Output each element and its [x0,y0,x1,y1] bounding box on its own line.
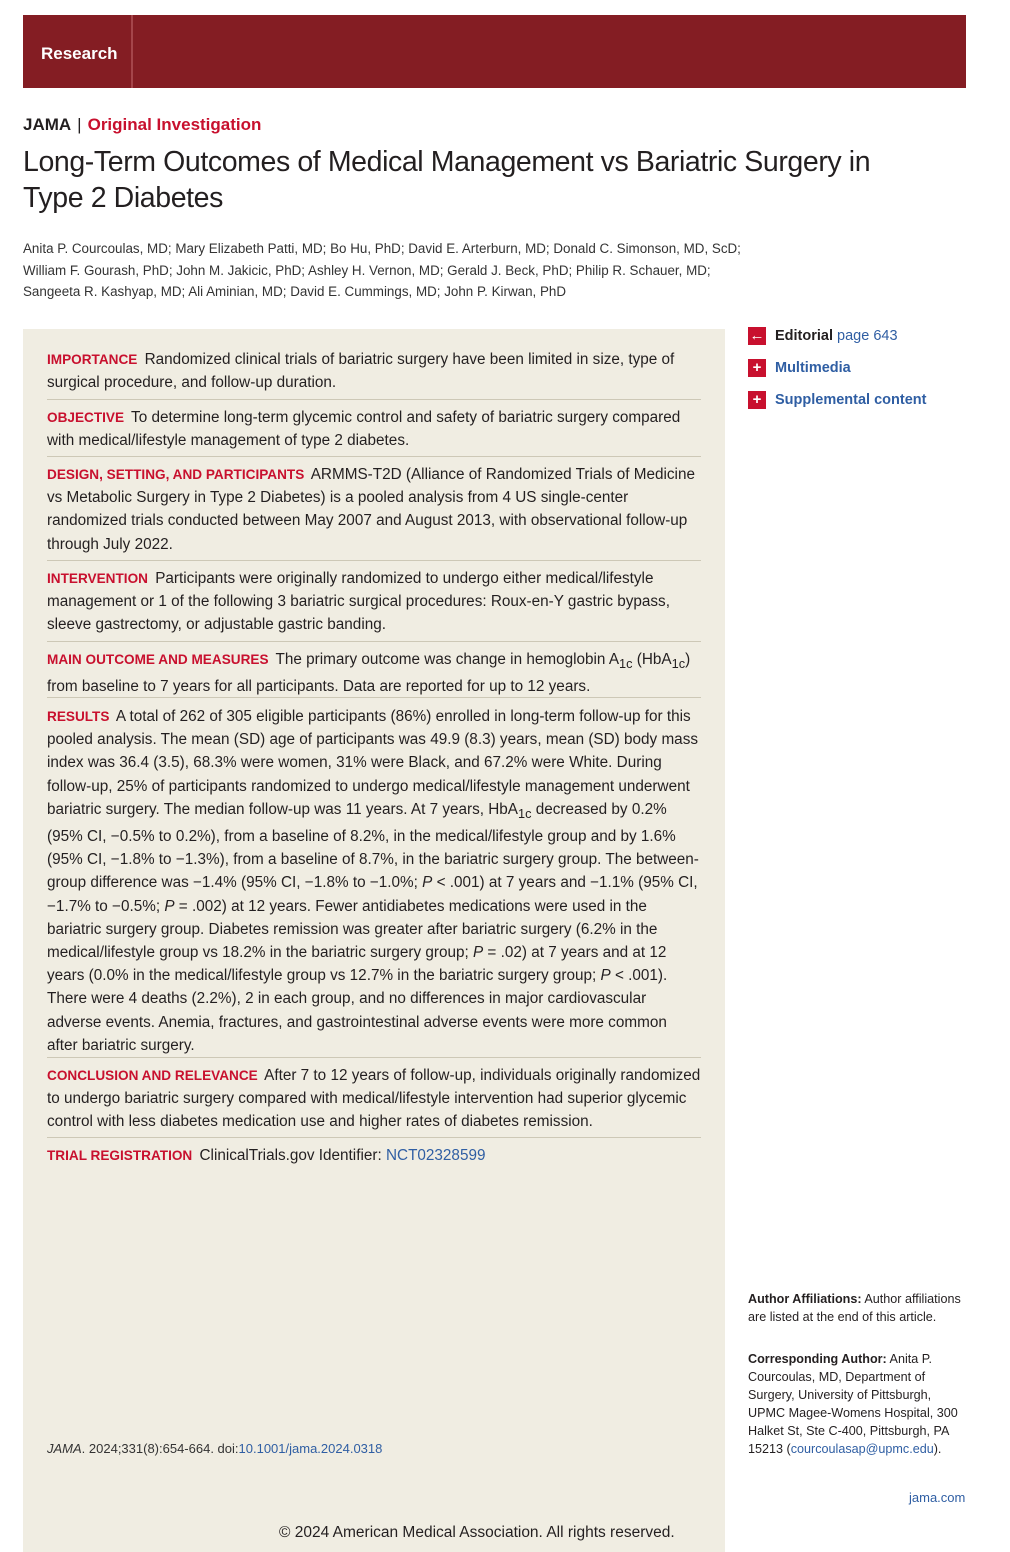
subscript: 1c [671,656,686,672]
abstract-heading: OBJECTIVE [47,410,125,425]
abstract-text: To determine long-term glycemic control and safety of bariatric surgery compared with medical/lifestyle management of type 2 diabetes. [47,409,681,450]
abstract-text: = .002) at 12 years. Fewer antidiabetes medications were used in the bariatric surgery group. Diabetes remission was greater after bariatric surgery (6.2% in the medical/lifestyle group vs 18.2% in the bariatric surgery group; [47,897,658,962]
editorial-link[interactable] [748,326,898,346]
plus-icon: + [748,391,766,409]
abstract-heading: TRIAL REGISTRATION [47,1148,193,1163]
abstract-text: = .02) at 7 years and at 12 years (0.0% in the medical/lifestyle group vs 12.7% in the bariatric surgery group; [47,944,667,985]
corresponding-text: Anita P. Courcoulas, MD, Department of Surgery, University of Pittsburgh, UPMC Magee-Womens Hospital, 300 Halket St, Ste C-400, Pittsburgh, PA 15213 ( [748,1352,958,1456]
section-divider [47,641,701,642]
abstract-objective [47,406,701,452]
author-line: William F. Gourash, PhD; John M. Jakicic, PhD; Ashley H. Vernon, MD; Gerald J. Beck, PhD; Philip R. Schauer, MD; [23,262,711,278]
trial-id-link[interactable]: NCT02328599 [385,1147,486,1164]
abstract-text: ) from baseline to 7 years for all participants. Data are reported for up to 12 years. [47,651,691,696]
abstract-text: Participants were originally randomized to undergo either medical/lifestyle management or 1 of the following 3 bariatric surgical procedures: Roux-en-Y gastric bypass, sleeve gastrectomy, or adjustable gastric banding. [47,570,670,634]
abstract-results [47,705,701,1057]
abstract-box [23,329,725,1552]
abstract-trial-registration [47,1144,701,1167]
abstract-text: Randomized clinical trials of bariatric surgery have been limited in size, type of surgical procedure, and follow-up duration. [47,351,675,392]
supplemental-content-link[interactable] [748,390,926,410]
banner-label: Research [41,44,118,63]
jama-url-link[interactable]: jama.com [909,1490,966,1505]
abstract-importance [47,348,701,394]
journal-name: JAMA [23,115,72,134]
section-divider [47,1137,701,1138]
affiliations-text: Author affiliations are listed at the end of this article. [748,1292,961,1324]
abstract-text: < .001) at 7 years and −1.1% (95% CI, −1.7% to −0.5%; [47,874,698,915]
abstract-text: < .001). There were 4 deaths (2.2%), 2 in each group, and no differences in major cardiovascular adverse events. Anemia, fractures, and gastrointestinal adverse events were more common after bariatric surgery. [47,967,668,1054]
section-divider [47,456,701,457]
abstract-main-outcome [47,648,701,698]
p-value-symbol: P [164,897,175,915]
abstract-heading: IMPORTANCE [47,352,138,367]
multimedia-link[interactable] [748,358,851,378]
subscript: 1c [518,805,532,821]
affiliations-heading: Author Affiliations: [748,1292,862,1306]
multimedia-label[interactable]: Multimedia [775,360,851,377]
abstract-text: ARMMS-T2D (Alliance of Randomized Trials of Medicine vs Metabolic Surgery in Type 2 Diabetes) is a pooled analysis from 4 US single-center randomized trials conducted between May 2007 and August 2013, with observational follow-up through July 2022. [47,466,695,553]
p-value-symbol: P [422,874,433,892]
article-type: Original Investigation [87,115,262,134]
abstract-heading: INTERVENTION [47,571,148,586]
article-title: Long-Term Outcomes of Medical Management vs Bariatric Surgery in Type 2 Diabetes [23,146,871,214]
author-line: Anita P. Courcoulas, MD; Mary Elizabeth Patti, MD; Bo Hu, PhD; David E. Arterburn, MD; Donald C. Simonson, MD, ScD; [23,241,741,256]
editorial-page[interactable]: page 643 [837,328,898,345]
abstract-heading: DESIGN, SETTING, AND PARTICIPANTS [47,467,305,482]
copyright: © 2024 American Medical Association. All rights reserved. [279,1524,675,1541]
plus-icon: + [748,359,766,377]
abstract-conclusion [47,1064,701,1134]
abstract-text: ClinicalTrials.gov Identifier: [199,1147,386,1164]
doi-link[interactable]: 10.1001/jama.2024.0318 [238,1441,383,1456]
author-list [23,238,803,303]
abstract-text: A total of 262 of 305 eligible participants (86%) enrolled in long-term follow-up for this pooled analysis. The mean (SD) age of participants was 49.9 (8.3) years, mean (SD) body mass index was 36.4 (3.5), 68.3% were women, 31% were Black, and 67.2% were White. During follow-up, 25% of participants randomized to undergo medical/lifestyle management underwent bariatric surgery. The median follow-up was 11 years. At 7 years, HbA [47,708,698,818]
section-divider [47,697,701,698]
p-value-symbol: P [600,967,611,985]
abstract-heading: CONCLUSION AND RELEVANCE [47,1068,258,1083]
citation-journal: JAMA [47,1441,82,1456]
abstract-heading: MAIN OUTCOME AND MEASURES [47,652,269,667]
abstract-text: After 7 to 12 years of follow-up, individuals originally randomized to undergo bariatric surgery compared with medical/lifestyle intervention had superior glycemic control with less diabetes medication use and higher rates of diabetes remission. [47,1067,701,1131]
abstract-intervention [47,567,701,637]
header-separator: | [77,115,82,134]
abstract-design [47,463,701,556]
author-affiliations [748,1290,968,1326]
abstract-heading: RESULTS [47,709,110,724]
abstract-text: The primary outcome was change in hemoglobin A [275,651,620,668]
email-link[interactable]: courcoulasap@upmc.edu [790,1442,934,1456]
arrow-left-icon: ← [749,327,765,345]
subscript: 1c [619,656,633,672]
editorial-label: Editorial [775,328,834,345]
p-value-symbol: P [472,944,484,962]
corresponding-heading: Corresponding Author: [748,1352,887,1366]
section-divider [47,399,701,400]
author-line: Sangeeta R. Kashyap, MD; Ali Aminian, MD; David E. Cummings, MD; John P. Kirwan, PhD [23,284,567,299]
citation-text: . 2024;331(8):654-664. doi: [81,1441,239,1456]
journal-section-line [23,115,261,135]
abstract-text: decreased by 0.2% (95% CI, −0.5% to 0.2%), from a baseline of 8.2%, in the medical/lifestyle group and by 1.6% (95% CI, −1.8% to −1.3%), from a baseline of 8.7%, in the bariatric surgery group. The between-group difference was −1.4% (95% CI, −1.8% to −1.0%; [47,800,699,892]
corresponding-author [748,1350,968,1458]
section-divider [47,560,701,561]
citation [47,1441,382,1456]
corresponding-end: ). [933,1442,942,1456]
abstract-text: (HbA [632,651,672,668]
section-banner [23,15,966,88]
banner-divider [131,15,133,88]
supplemental-label[interactable]: Supplemental content [775,392,927,409]
section-divider [47,1057,701,1058]
